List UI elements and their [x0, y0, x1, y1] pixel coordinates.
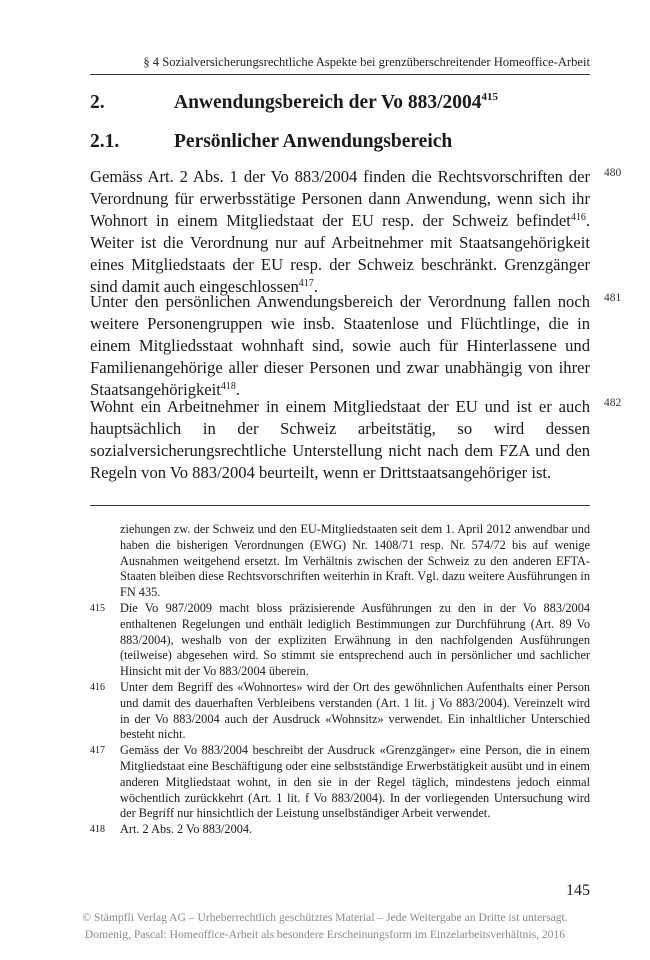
citation-notice: Domenig, Pascal: Homeoffice-Arbeit als besondere Erscheinungsform im Einzelarbeitsverhältnis, 2016 — [84, 928, 566, 941]
paragraph-481 — [90, 291, 590, 401]
footnote-text: Gemäss der Vo 883/2004 beschreibt der Ausdruck «Grenzgänger» eine Person, die in einem Mitgliedstaat eine Beschäftigung oder eine selbstständige Erwerbstätigkeit ausübt und in einem anderen Mitgliedstaat wohnt, in den sie in der Regel täglich, mindestens jedoch einmal wöchentlich zurückkehrt (Art. 1 lit. f Vo 883/2004). In der vorliegenden Untersuchung wird der Begriff nur hinsichtlich der Leistung unselbständiger Arbeit verwendet. — [120, 743, 590, 821]
paragraph-text: Gemäss Art. 2 Abs. 1 der Vo 883/2004 finden die Rechtsvorschriften der Verordnung für erwerbsstätige Personen dann Anwendung, wenn sich ihr Wohnort in einem Mitgliedstaat der EU resp. der Schweiz befindet — [90, 167, 590, 230]
footnote-416 — [90, 680, 590, 743]
footnote-text: Art. 2 Abs. 2 Vo 883/2004. — [120, 822, 253, 837]
paragraph-text: Unter den persönlichen Anwendungsbereich der Verordnung fallen noch weitere Personengruppen wie insb. Staatenlose und Flüchtlinge, die in einem Mitgliedsstaat wohnhaft sind, sowie auch für Hinterlassene und Familienangehörige aller dieser Personen und zwar unabhängig von ihrer Staatsangehörigkeit — [90, 292, 590, 399]
footnote-417 — [90, 743, 590, 822]
paragraph-text: . — [235, 380, 241, 399]
footnote-number: 418 — [90, 824, 105, 836]
section-number: 2. — [90, 92, 105, 113]
footnote-continuation: ziehungen zw. der Schweiz und den EU-Mitgliedstaaten seit dem 1. April 2012 anwendbar und haben die bisherigen Verordnungen (EWG) Nr. 1408/71 resp. Nr. 574/72 bis auf wenige Ausnahmen weitgehend ersetzt. Im Verhältnis zwischen der Schweiz zu den anderen EFTA-Staaten bleiben diese Rechtsvorschriften weiterhin in Kraft. Vgl. dazu weitere Ausführungen in FN 435. — [120, 522, 590, 600]
margin-number: 482 — [604, 397, 622, 409]
footnote-415 — [90, 601, 590, 680]
copyright-notice: © Stämpfli Verlag AG – Urheberrechtlich geschütztes Material – Jede Weitergabe an Dritte ist untersagt. — [82, 911, 568, 924]
footnote-number: 417 — [90, 745, 105, 757]
footnote-ref[interactable]: 415 — [481, 91, 499, 103]
running-head: § 4 Sozialversicherungsrechtliche Aspekte bei grenzüberschreitender Homeoffice-Arbeit — [143, 55, 590, 69]
section-heading — [90, 91, 498, 114]
footnote-ref[interactable]: 416 — [570, 212, 586, 223]
footnote-number: 416 — [90, 681, 105, 693]
header-rule — [90, 74, 590, 75]
page-number: 145 — [566, 882, 590, 899]
section-title: Anwendungsbereich der Vo 883/2004 — [174, 92, 482, 113]
footnote-ref[interactable]: 418 — [220, 381, 236, 392]
subsection-title: Persönlicher Anwendungsbereich — [174, 131, 453, 152]
subsection-heading — [90, 131, 452, 153]
footnotes — [90, 522, 590, 838]
margin-number: 480 — [604, 167, 622, 179]
footnote-418 — [90, 822, 590, 838]
subsection-number: 2.1. — [90, 131, 120, 152]
paragraph-482 — [90, 396, 590, 484]
footnote-number: 415 — [90, 602, 105, 614]
footnote-rule — [90, 505, 590, 506]
paragraph-text: . — [313, 277, 318, 296]
footnote-ref[interactable]: 417 — [298, 278, 314, 289]
footnote-text: Unter dem Begriff des «Wohnortes» wird der Ort des gewöhnlichen Aufenthalts einer Person und damit des dauerhaften Verbleibens verstanden (Art. 1 lit. j Vo 883/2004). Vereinzelt wird in der Vo 883/2004 auch der Ausdruck «Wohnsitz» verwendet. Ein inhaltlicher Unterschied besteht nicht. — [120, 679, 590, 742]
margin-number: 481 — [604, 292, 622, 304]
footnote-text: Die Vo 987/2009 macht bloss präzisierende Ausführungen zu den in der Vo 883/2004 enthaltenen Regelungen und enthält lediglich Bestimmungen zur Durchführung (Art. 89 Vo 883/2004), weshalb von der expliziten Erwähnung in den nachfolgenden Ausführungen (teilweise) abgesehen wird. So stimmt sie entsprechend auch in persönlicher und sachlicher Hinsicht mit der Vo 883/2004 überein. — [120, 600, 590, 679]
paragraph-text: Wohnt ein Arbeitnehmer in einem Mitgliedstaat der EU und ist er auch hauptsächlich in der Schweiz arbeitstätig, so wird dessen sozialversicherungsrechtliche Unterstellung nicht nach dem FZA und den Regeln von Vo 883/2004 beurteilt, wenn er Drittstaatsangehöriger ist. — [90, 397, 590, 482]
paragraph-480 — [90, 166, 590, 298]
paragraph-text: . Weiter ist die Verordnung nur auf Arbeitnehmer mit Staatsangehörigkeit eines Mitgliedstaats der EU resp. der Schweiz beschränkt. Grenzgänger sind damit auch eingeschlossen — [90, 211, 590, 296]
